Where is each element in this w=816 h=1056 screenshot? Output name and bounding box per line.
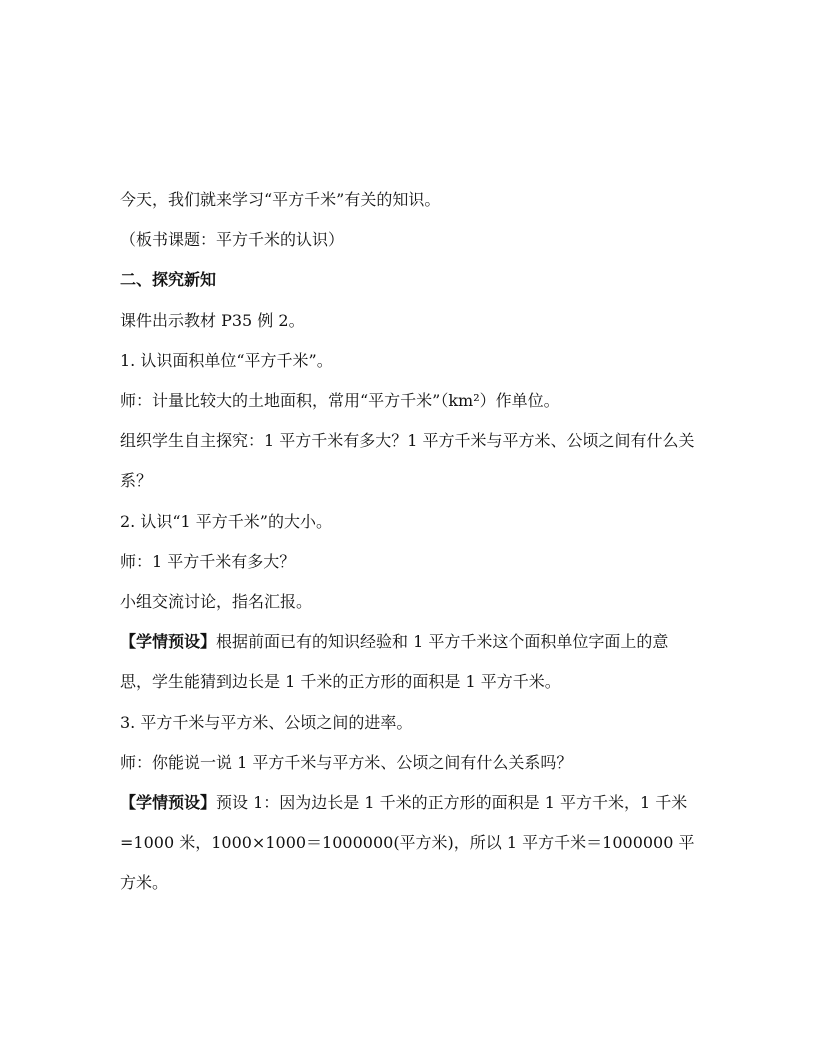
paragraph-explore: 组织学生自主探究：1 平方千米有多大？1 平方千米与平方米、公顷之间有什么关系？ (120, 431, 695, 491)
paragraph-courseware: 课件出示教材 P35 例 2。 (120, 310, 305, 330)
document-body (120, 180, 700, 904)
paragraph-preset-1 (120, 622, 700, 702)
paragraph-teacher-2: 师：1 平方千米有多大？ (120, 551, 296, 571)
preset-text: 预设 1：因为边长是 1 千米的正方形的面积是 1 平方千米，1 千米=1000 米，1000×1000＝1000000(平方米)，所以 1 平方千米＝1000000 平方米。 (120, 793, 695, 893)
paragraph-step-3: 3. 平方千米与平方米、公顷之间的进率。 (120, 712, 413, 732)
paragraph-teacher-3: 师：你能说一说 1 平方千米与平方米、公顷之间有什么关系吗？ (120, 752, 573, 772)
paragraph-preset-2 (120, 783, 700, 904)
paragraph-teacher-1: 师：计量比较大的土地面积，常用“平方千米”（km²）作单位。 (120, 391, 560, 411)
paragraph-board-title: （板书课题：平方千米的认识） (120, 230, 345, 250)
preset-tag: 【学情预设】 (120, 793, 217, 813)
preset-tag: 【学情预设】 (120, 632, 217, 652)
section-heading: 二、探究新知 (120, 270, 217, 290)
paragraph-intro: 今天，我们就来学习“平方千米”有关的知识。 (120, 190, 441, 209)
preset-text: 根据前面已有的知识经验和 1 平方千米这个面积单位字面上的意思，学生能猜到边长是 1 千米的正方形的面积是 1 平方千米。 (120, 632, 669, 692)
paragraph-step-1: 1. 认识面积单位“平方千米”。 (120, 350, 333, 370)
paragraph-step-2: 2. 认识“1 平方千米”的大小。 (120, 511, 332, 531)
paragraph-group: 小组交流讨论，指名汇报。 (120, 592, 313, 612)
